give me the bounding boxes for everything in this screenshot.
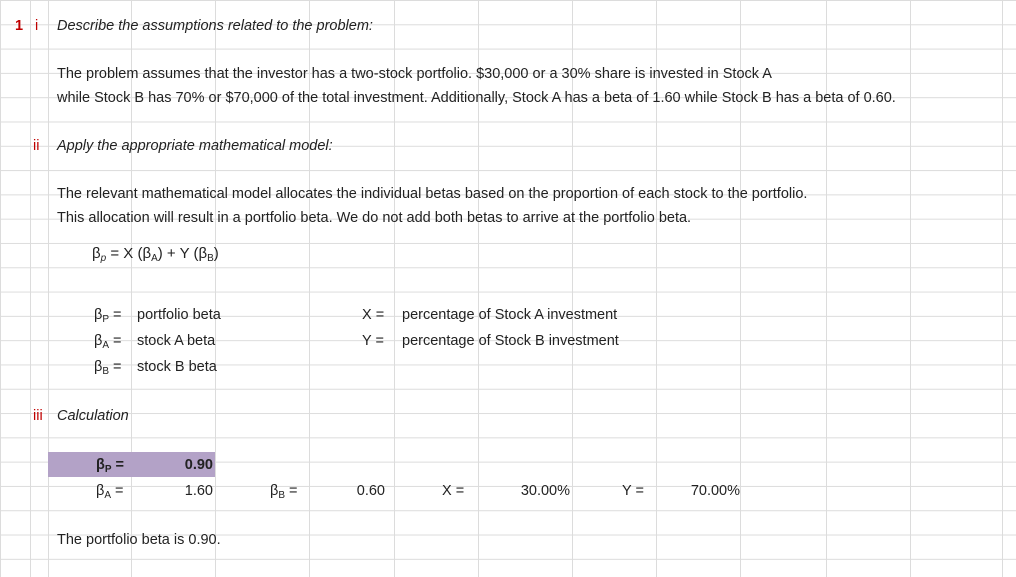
def-x-desc: percentage of Stock A investment — [402, 307, 618, 323]
def-bb-desc: stock B beta — [137, 359, 217, 375]
calc-x-label[interactable]: X = — [442, 483, 465, 499]
def-y-desc: percentage of Stock B investment — [402, 333, 619, 349]
def-bb-symbol: $\beta_B$ = — [94, 359, 122, 377]
calc-bp-label[interactable]: $\beta_P$ = — [96, 457, 125, 475]
part-ii-label: ii — [33, 138, 40, 154]
part-iii-heading: Calculation — [57, 408, 129, 424]
part-ii-para2: This allocation will result in a portfolio beta. We do not add both betas to arrive at the portfolio beta. — [57, 210, 692, 226]
part-i-heading: Describe the assumptions related to the problem: — [57, 18, 373, 34]
def-ba-symbol: $\beta_A$ = — [94, 333, 122, 351]
def-ba-desc: stock A beta — [137, 333, 216, 349]
calc-y-label[interactable]: Y = — [622, 483, 644, 499]
beta-formula: $\beta_p = X$ $(\beta_A) + Y$ $(\beta_B)$ — [92, 245, 219, 264]
def-y-symbol: Y = — [362, 333, 384, 349]
calc-bb-value[interactable]: 0.60 — [356, 483, 385, 499]
section-number: 1 — [15, 18, 24, 34]
def-x-symbol: X = — [362, 307, 385, 323]
part-i-para1: The problem assumes that the investor has a two-stock portfolio. $30,000 or a 30% share is invested in Stock A — [57, 66, 772, 82]
calc-x-value[interactable]: 30.00% — [520, 483, 570, 499]
part-ii-heading: Apply the appropriate mathematical model: — [57, 138, 333, 154]
calc-ba-value[interactable]: 1.60 — [184, 483, 213, 499]
calc-ba-label[interactable]: $\beta_A$ = — [96, 483, 124, 501]
part-i-label: i — [35, 18, 39, 34]
calc-bp-value[interactable]: 0.90 — [184, 457, 213, 473]
calc-bb-label[interactable]: $\beta_B$ = — [270, 483, 298, 501]
part-i-para2: while Stock B has 70% or $70,000 of the total investment. Additionally, Stock A has a beta of 1.60 while Stock B has a beta of 0.60. — [57, 90, 896, 106]
def-bp-desc: portfolio beta — [137, 307, 221, 323]
calc-y-value[interactable]: 70.00% — [690, 483, 740, 499]
part-ii-para1: The relevant mathematical model allocates the individual betas based on the proportion of each stock to the portfolio. — [57, 186, 808, 202]
part-iii-label: iii — [33, 408, 43, 424]
conclusion-text: The portfolio beta is 0.90. — [57, 532, 221, 548]
def-bp-symbol: $\beta_P$ = — [94, 307, 122, 325]
